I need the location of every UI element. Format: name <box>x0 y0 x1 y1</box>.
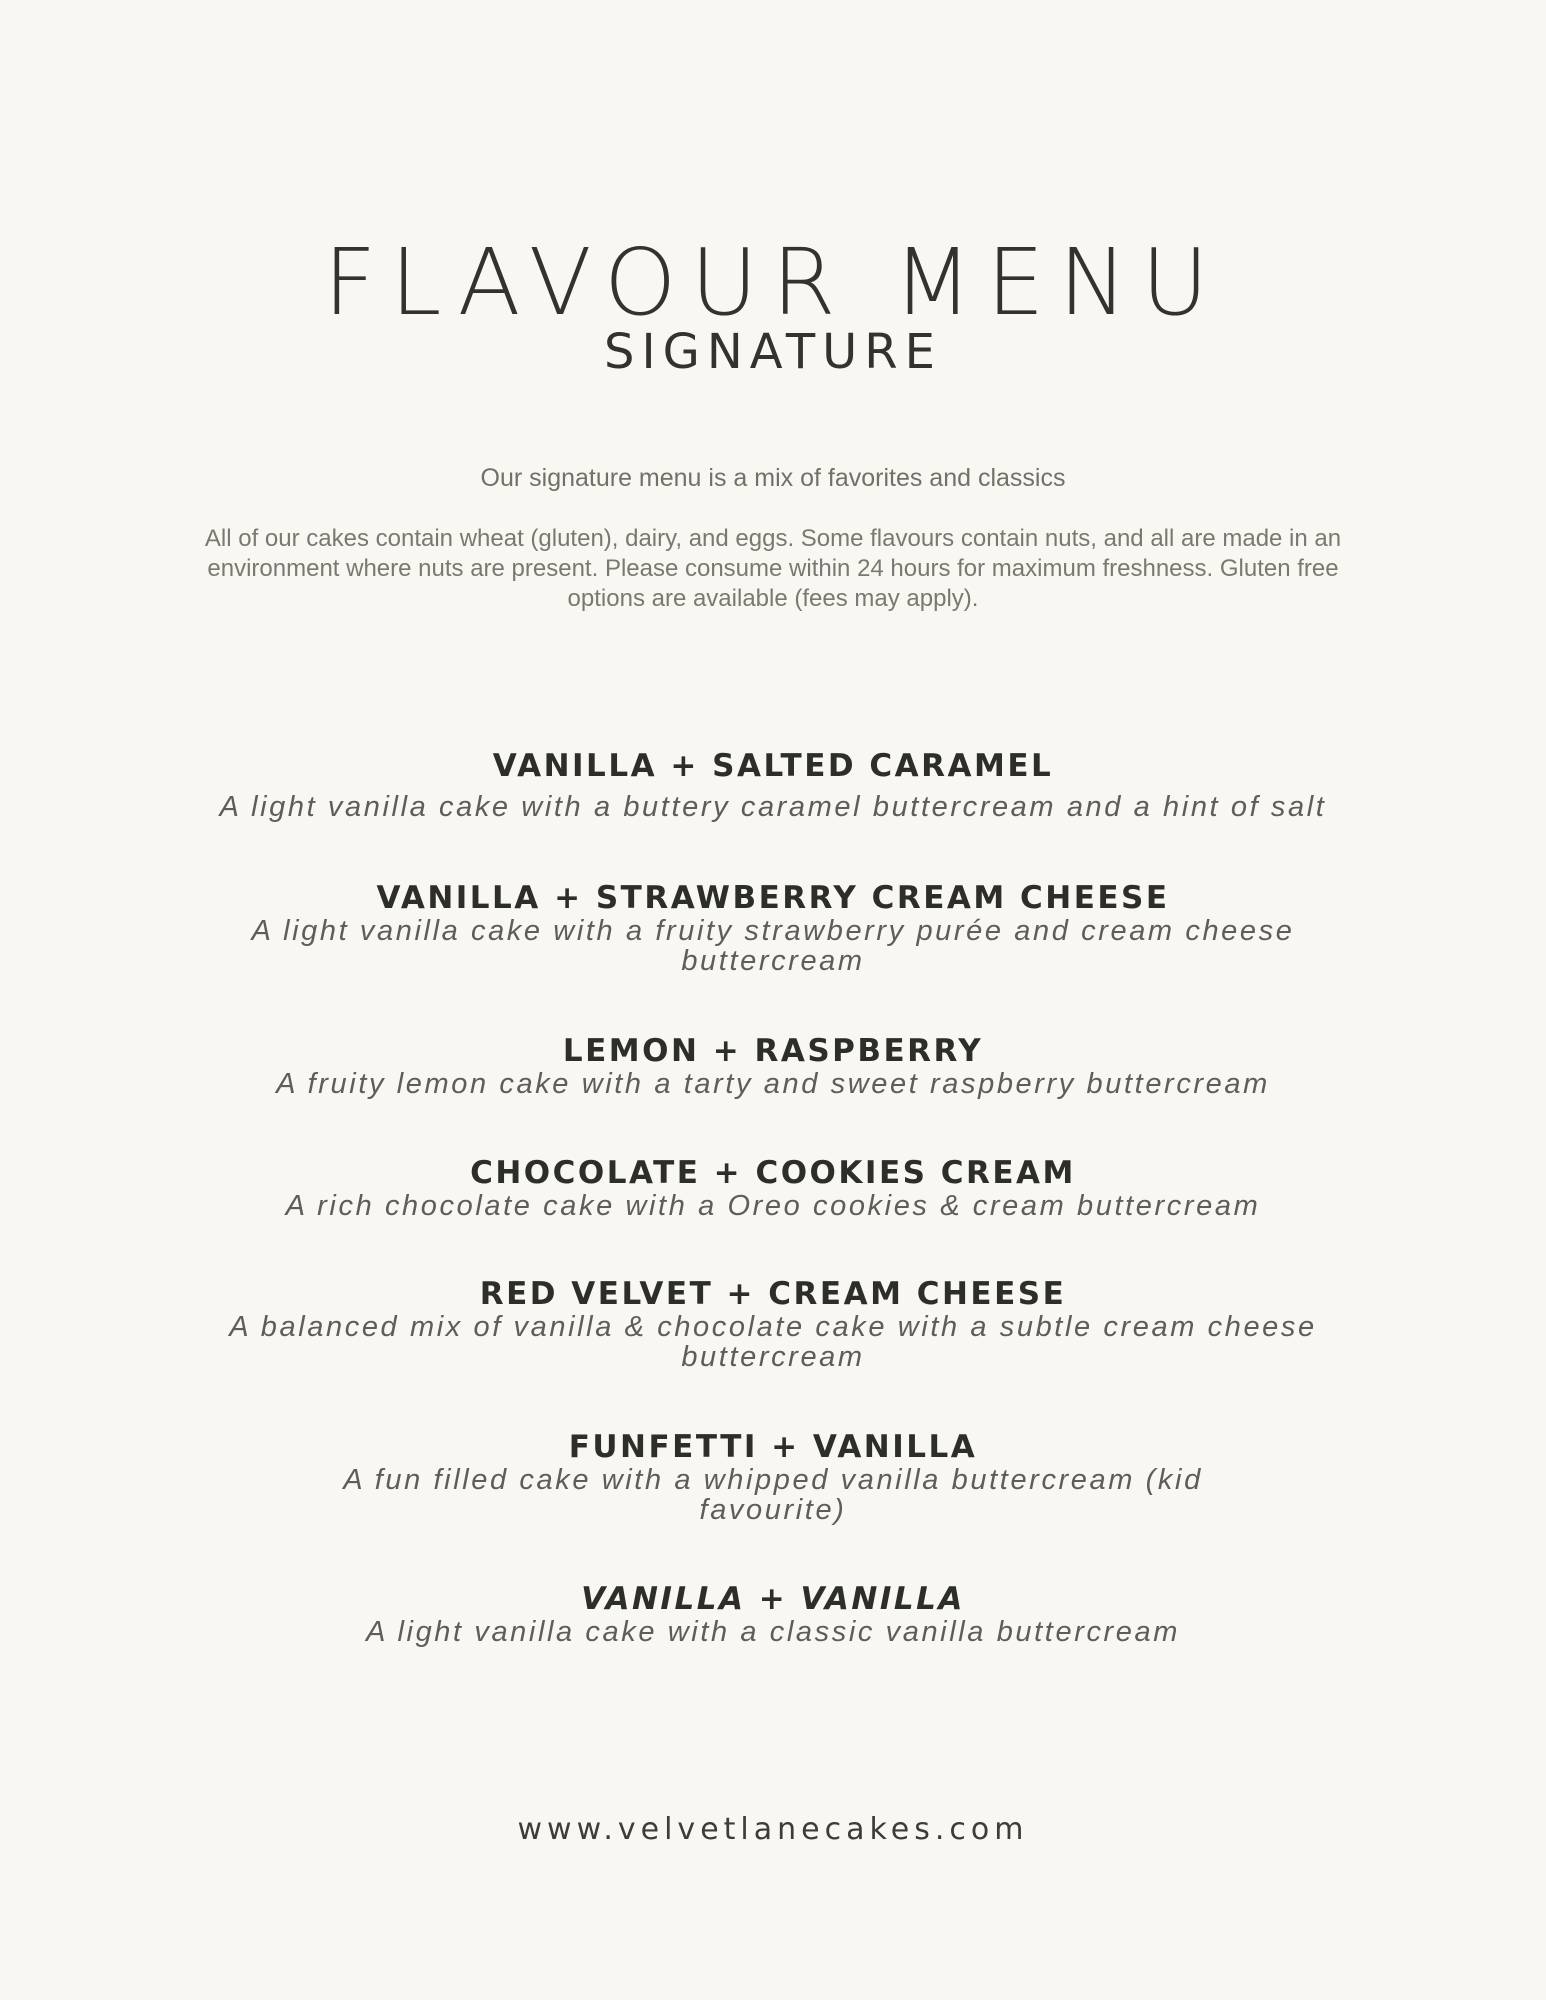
menu-item <box>150 1155 1396 1221</box>
page-subtitle: SIGNATURE <box>604 324 942 380</box>
menu-item <box>150 1429 1396 1525</box>
menu-item-name: FUNFETTI + VANILLA <box>568 1429 978 1465</box>
menu-item <box>150 748 1396 822</box>
menu-item-name: VANILLA + STRAWBERRY CREAM CHEESE <box>376 880 1170 916</box>
page-title: FLAVOUR MENU <box>323 229 1223 336</box>
menu-item-description: A light vanilla cake with a buttery caramel buttercream and a hint of salt <box>219 791 1327 823</box>
menu-item-description: A balanced mix of vanilla & chocolate cake with a subtle cream cheese buttercream <box>229 1311 1317 1373</box>
menu-item-description: A fruity lemon cake with a tarty and sweet raspberry buttercream <box>276 1068 1270 1100</box>
menu-item-name: CHOCOLATE + COOKIES CREAM <box>470 1155 1076 1191</box>
menu-item <box>150 1033 1396 1099</box>
menu-item-name: LEMON + RASPBERRY <box>562 1033 984 1069</box>
website-link[interactable]: www.velvetlanecakes.com <box>517 1812 1029 1847</box>
menu-item <box>150 880 1396 976</box>
menu-item-name: VANILLA + VANILLA <box>581 1581 965 1617</box>
menu-item <box>150 1581 1396 1647</box>
menu-item-name: RED VELVET + CREAM CHEESE <box>479 1276 1067 1312</box>
menu-item-description: A light vanilla cake with a classic vanilla buttercream <box>365 1616 1181 1648</box>
allergen-notice: All of our cakes contain wheat (gluten), dairy, and eggs. Some flavours contain nuts, and all are made in an environment where nuts are present. Please consume within 24 hours for maximum freshness. Gluten free options are available (fees may apply). <box>204 525 1342 612</box>
menu-item-description: A rich chocolate cake with a Oreo cookies & cream buttercream <box>285 1190 1261 1222</box>
menu-tagline: Our signature menu is a mix of favorites and classics <box>480 464 1066 492</box>
menu-item-description: A fun filled cake with a whipped vanilla buttercream (kid favourite) <box>343 1464 1203 1526</box>
menu-item-name: VANILLA + SALTED CARAMEL <box>492 748 1054 784</box>
menu-item <box>150 1276 1396 1372</box>
menu-item-description: A light vanilla cake with a fruity strawberry purée and cream cheese buttercream <box>251 915 1295 977</box>
